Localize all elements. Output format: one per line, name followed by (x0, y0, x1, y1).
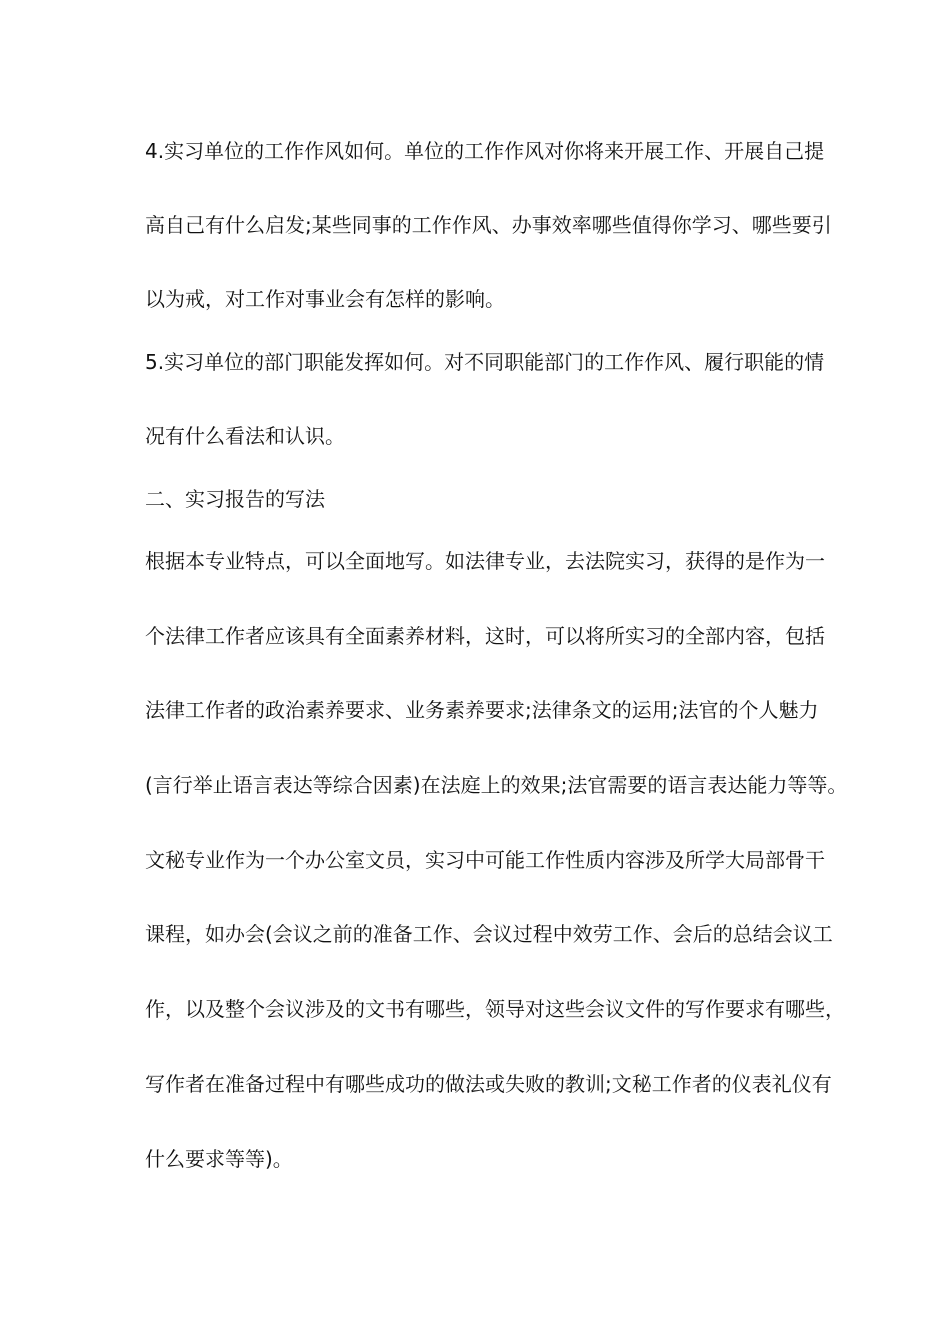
paragraph-line: 文秘专业作为一个办公室文员，实习中可能工作性质内容涉及所学大局部骨干 (145, 848, 825, 872)
paragraph-line: 课程，如办会(会议之前的准备工作、会议过程中效劳工作、会后的总结会议工 (145, 922, 833, 946)
paragraph-line: 法律工作者的政治素养要求、业务素养要求;法律条文的运用;法官的个人魅力 (145, 698, 819, 722)
paragraph-line: 什么要求等等)。 (145, 1147, 293, 1171)
paragraph-line: 高自己有什么启发;某些同事的工作作风、办事效率哪些值得你学习、哪些要引 (145, 213, 832, 237)
paragraph-line: 4.实习单位的工作作风如何。单位的工作作风对你将来开展工作、开展自己提 (145, 139, 825, 163)
paragraph-line: 写作者在准备过程中有哪些成功的做法或失败的教训;文秘工作者的仪表礼仪有 (145, 1072, 832, 1096)
paragraph-line: 根据本专业特点，可以全面地写。如法律专业，去法院实习，获得的是作为一 (145, 549, 825, 573)
paragraph-line: 以为戒，对工作对事业会有怎样的影响。 (145, 287, 505, 311)
paragraph-line: 5.实习单位的部门职能发挥如何。对不同职能部门的工作作风、履行职能的情 (145, 350, 825, 374)
paragraph-line: 况有什么看法和认识。 (145, 424, 345, 448)
paragraph-line: (言行举止语言表达等综合因素)在法庭上的效果;法官需要的语言表达能力等等。 (145, 773, 848, 797)
paragraph-line: 个法律工作者应该具有全面素养材料，这时，可以将所实习的全部内容，包括 (145, 624, 825, 648)
paragraph-line: 作，以及整个会议涉及的文书有哪些，领导对这些会议文件的写作要求有哪些， (145, 997, 845, 1021)
section-heading: 二、实习报告的写法 (145, 487, 325, 511)
